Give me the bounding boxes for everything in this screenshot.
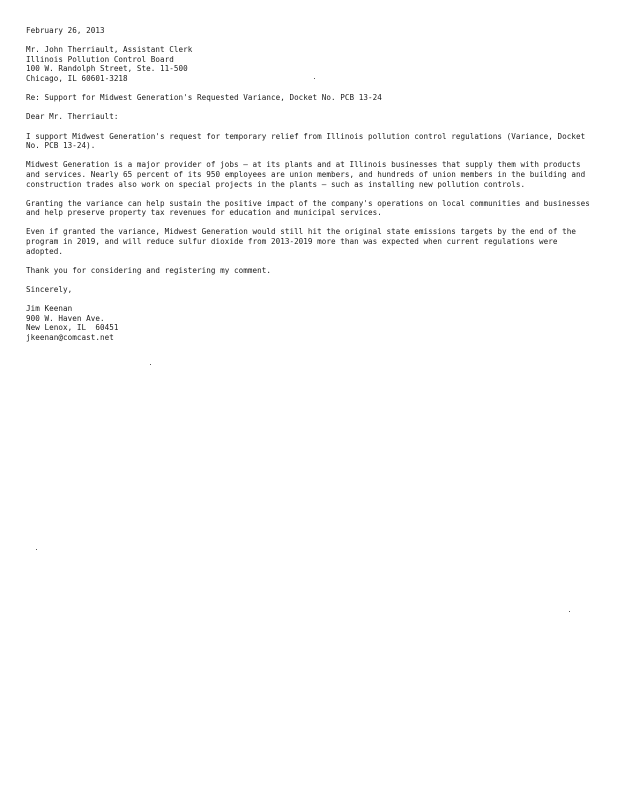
letter-body: [26, 26, 595, 352]
recipient-address: [26, 45, 592, 83]
scan-speck: [569, 611, 570, 612]
paragraph-2: Midwest Generation is a major provider of jobs — at its plants and at Illinois businesses that supply them with products and services. Nearly 65 percent of its 950 employees are union members, and hundreds of union members in the building and construction trades also work on special projects in the plants — such as installing new pollution controls.: [26, 160, 590, 189]
paragraph-5: Thank you for considering and registering my comment.: [26, 265, 271, 275]
sender-email: jkeenan@comcast.net: [26, 333, 114, 342]
subject-line: Re: Support for Midwest Generation's Requested Variance, Docket No. PCB 13-24: [26, 93, 382, 103]
paragraph-3: Granting the variance can help sustain the positive impact of the company's operations on local communities and businesses and help preserve property tax revenues for education and municipal services.: [26, 198, 595, 218]
salutation: Dear Mr. Therriault:: [26, 112, 119, 122]
sender-block: [26, 304, 592, 342]
recipient-line-1: Mr. John Therriault, Assistant Clerk: [26, 45, 193, 55]
paragraph-1: I support Midwest Generation's request for temporary relief from Illinois pollution control regulations (Variance, Docket No. PCB 13-24).: [26, 131, 590, 151]
recipient-line-2: Illinois Pollution Control Board: [26, 54, 174, 64]
scan-speck: [36, 549, 37, 550]
letter-date: February 26, 2013: [26, 26, 105, 35]
scan-speck: [150, 364, 151, 365]
scan-speck: [314, 78, 315, 79]
paragraph-4: Even if granted the variance, Midwest Generation would still hit the original state emissions targets by the end of the program in 2019, and will reduce sulfur dioxide from 2013-2019 more than was expected when current regulations were adopted.: [26, 227, 581, 256]
recipient-line-3: 100 W. Randolph Street, Ste. 11-500: [26, 64, 188, 74]
sender-city: New Lenox, IL 60451: [26, 323, 119, 333]
closing: Sincerely,: [26, 285, 73, 295]
sender-street: 900 W. Haven Ave.: [26, 313, 105, 323]
recipient-line-4: Chicago, IL 60601-3218: [26, 73, 128, 83]
sender-name: Jim Keenan: [26, 304, 73, 314]
